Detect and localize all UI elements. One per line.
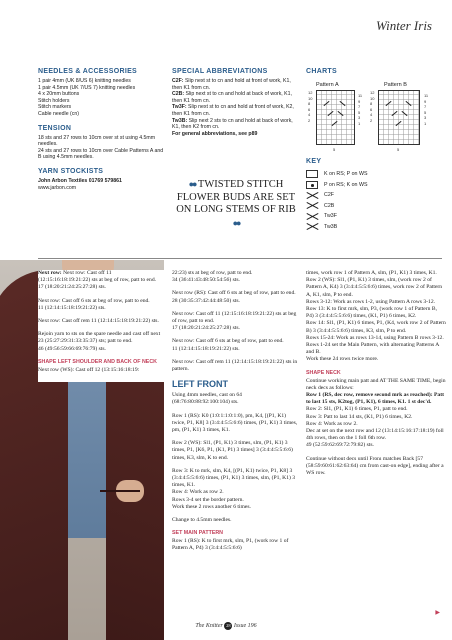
needles-section bbox=[38, 68, 166, 118]
instruction: Rejoin yarn to sts on the spare needle and cast off next 23 (25:27:29:31:33:35:37) sts; patt to end. 46 (49:56:59:66:69:76:79) sts. bbox=[38, 331, 161, 352]
abbrev-item: Tw3F: Slip next st to cn and hold at front of work, K2, then K1 from cn. bbox=[172, 104, 294, 117]
tension-line: 24 sts and 27 rows to 10cm over Cable Patterns A and B using 4.5mm needles. bbox=[38, 147, 164, 161]
instruction: Next row (RS): Cast off 6 sts at beg of row, patt to end. 28 (30:35:37:42:44:48:50) sts. bbox=[172, 290, 296, 304]
cable-stitch bbox=[385, 101, 391, 106]
issue-number: Issue 196 bbox=[233, 623, 257, 629]
pull-quote-text: TWISTED STITCH FLOWER BUDS ARE SET ON LONG STEMS OF RIB bbox=[176, 179, 296, 215]
chart-a-stitch-count: 5 bbox=[333, 147, 336, 152]
instructions-col-1 bbox=[38, 270, 164, 382]
key-heading: KEY bbox=[306, 158, 322, 165]
tension-section bbox=[38, 125, 166, 161]
main-pattern-heading: SET MAIN PATTERN bbox=[172, 530, 224, 537]
stockist-name: John Arbon Textiles 01769 579861 bbox=[38, 177, 122, 184]
abbrev-item: Tw3B: Slip next 2 sts to cn and hold at back of work, K1, then K2 from cn. bbox=[172, 117, 293, 131]
chart-pattern-a bbox=[316, 90, 355, 145]
cable-stitch bbox=[401, 111, 407, 116]
needles-line: 1 pair 4mm (UK 8/US 6) knitting needles bbox=[38, 78, 131, 84]
tension-heading: TENSION bbox=[38, 124, 72, 132]
shape-shoulder-heading: SHAPE LEFT SHOULDER AND BACK OF NECK bbox=[38, 358, 157, 365]
chart-a-row-numbers: 12 10 8 6 4 2 bbox=[308, 90, 313, 123]
instruction: Change to 4.5mm needles. bbox=[172, 517, 232, 524]
cable-stitch bbox=[337, 111, 343, 116]
instruction: Row 1 (RS): K0 (1:0:1:1:0:1:0), pm, K4, [(P1, K1) twice, P1, K8] 3 (3:4:4:5:5:6:6) times, (P1, K1) 3 times, pm, (P1, K1) 3 times, K1. bbox=[172, 412, 298, 434]
abbrev-heading: SPECIAL ABBREVIATIONS bbox=[172, 68, 268, 75]
stockist-url: www.jarbon.com bbox=[38, 184, 77, 191]
page-title: Winter Iris bbox=[376, 18, 432, 33]
instruction: Next row: Cast off rem 11 (12:14:15:18:19:21:22) sts. bbox=[38, 318, 159, 325]
key-item: Tw3B bbox=[306, 222, 367, 233]
c2b-symbol-icon bbox=[306, 202, 318, 210]
instruction: Next row: Next row: Cast off 11 (12:15:16:18:19:21:22) sts at beg of row, patt to end. 17 (18:20:21:24:25:27:28) sts. bbox=[38, 270, 157, 291]
abbreviations-column bbox=[172, 68, 298, 137]
needles-line: Stitch holders bbox=[38, 97, 70, 104]
instruction: Row 1 (RS): K to first mrk, slm, P1, (work row 1 of Pattern A, P4) 3 (3:4:4:5:5:6:6) bbox=[172, 538, 289, 552]
chart-b-row-numbers-right: 11 9 7 5 3 1 bbox=[424, 93, 429, 126]
tw3b-symbol-icon bbox=[306, 223, 318, 231]
abbrev-footer: For general abbreviations, see p89 bbox=[172, 130, 258, 137]
instruction: Next row: Cast off 6 sts at beg of row, patt to end. 11 (12:14:15:18:19:21:22) sts. bbox=[172, 338, 284, 352]
instructions-col-2 bbox=[172, 270, 298, 559]
cable-stitch bbox=[323, 101, 329, 106]
stockists-heading: YARN STOCKISTS bbox=[38, 167, 104, 175]
needles-line: 4 x 20mm buttons bbox=[38, 91, 80, 98]
instruction: Row 3: K to mrk, slm, K4, [(P1, K1) twice, P1, K8] 3 (3:4:4:5:5:6:6) times, (P1, K1) 3 times, slm, (P1, K1) 3 times, K1. Row 4: Work as row 2. Rows 3-4 set the border pattern. Work these 2 rows another 6 times. bbox=[172, 467, 296, 510]
cable-stitch bbox=[331, 121, 337, 126]
pull-quote bbox=[172, 178, 300, 230]
key-item: P on RS; K on WS bbox=[306, 180, 367, 191]
abbrev-item: C2B: Slip next st to cn and hold at back of work, K1, then K1 from cn. bbox=[172, 91, 292, 104]
section-divider bbox=[38, 258, 442, 259]
instructions-col-3 bbox=[306, 270, 446, 483]
chart-a-row-numbers-right: 11 9 7 5 3 1 bbox=[358, 93, 363, 126]
cable-stitch bbox=[405, 101, 411, 106]
shape-neck-heading: SHAPE NECK bbox=[306, 369, 341, 376]
materials-column bbox=[38, 68, 166, 198]
chart-key bbox=[306, 158, 367, 232]
instruction: Next row (WS): Cast off 12 (13:15:16:18:19: bbox=[38, 366, 140, 373]
chart-a-label: Pattern A bbox=[316, 82, 339, 88]
magazine-name: The Knitter bbox=[195, 623, 223, 629]
needles-heading: NEEDLES & ACCESSORIES bbox=[38, 68, 138, 75]
instruction: Next row: Cast off 11 (12:15:16:18:19:21:22) sts at beg of row, patt to end. 17 (18:20:21:24:25:27:28) sts. bbox=[172, 310, 297, 332]
c2f-symbol-icon bbox=[306, 191, 318, 199]
needles-line: 1 pair 4.5mm (UK 7/US 7) knitting needles bbox=[38, 84, 136, 91]
bullet-dots-icon: ●● bbox=[232, 217, 240, 228]
instruction: Continue working main patt and AT THE SAME TIME, begin neck decs as follows: Row 1 (RS, dec row, remove second mrk as reached): Patt to last 15 sts, K2tog, (P1, K1), 6 times, K1. 1 st dec'd. Row 2: Sl1, (P1, K1) 6 times, P1, patt to end. Row 3: Patt to last 14 sts, (K1, P1) 6 times, K2. Row 4: Work as row 2. Dec at set on the next row and 12 (13:14:15:16:17:18:19) foll 4th rows, then on the 1 foll 6th row. 49 (52:59:62:69:72:79:82) sts. bbox=[306, 377, 446, 449]
instruction: 22:23) sts at beg of row, patt to end. 34 (36:41:43:48:50:54:56) sts. bbox=[172, 270, 253, 284]
chart-b-stitch-count: 5 bbox=[397, 147, 400, 152]
tension-line: 18 sts and 27 rows to 10cm over st st using 4.5mm needles. bbox=[38, 134, 156, 148]
key-item: C2F bbox=[306, 190, 367, 201]
chart-pattern-b bbox=[378, 90, 420, 145]
key-item: C2B bbox=[306, 201, 367, 212]
needles-line: Cable needle (cn) bbox=[38, 110, 79, 117]
cable-stitch bbox=[339, 101, 345, 106]
left-front-heading: LEFT FRONT bbox=[172, 379, 228, 390]
key-item: K on RS; P on WS bbox=[306, 169, 367, 180]
instruction: Continue without decs until Fronı matches Back [57 (58:59:60:61:62:63:64) cm from cast-on edge], ending after a WS row. bbox=[306, 455, 444, 477]
instruction: Next row: Cast off 6 sts at beg of row, patt to end. 11 (12:14:15:18:19:21:22) sts. bbox=[38, 297, 150, 311]
page-number: 28 bbox=[226, 623, 231, 628]
bullet-dots-icon: ●● bbox=[188, 179, 196, 189]
tw3f-symbol-icon bbox=[306, 212, 318, 220]
chart-b-row-numbers: 12 10 8 6 4 2 bbox=[370, 90, 375, 123]
knit-symbol-icon bbox=[306, 170, 318, 178]
instruction: Using 4mm needles, cast on 64 (68:76:80:88:92:100:104) sts. bbox=[172, 392, 242, 406]
stockists-section bbox=[38, 168, 166, 191]
needles-line: Stitch markers bbox=[38, 104, 72, 111]
instruction: Row 2 (WS): Sl1, (P1, K1) 3 times, slm, (P1, K1) 3 times, P1, [K6, P1, (K1, P1) 3 times] 3 (3:4:4:5:5:6:6) times, K3, slm, K to end. bbox=[172, 440, 293, 461]
cable-stitch bbox=[395, 121, 401, 126]
purl-symbol-icon bbox=[306, 181, 318, 189]
cable-stitch bbox=[391, 111, 397, 116]
key-item: Tw3F bbox=[306, 211, 367, 222]
abbrev-item: C2F: Slip next st to cn and hold at front of work, K1, then K1 from cn. bbox=[172, 78, 291, 91]
continue-arrow-icon: ▶ bbox=[435, 610, 440, 616]
instruction: times, work row 1 of Pattern A, slm, (P1, K1) 3 times, K1. Row 2 (WS): Sl1, (P1, K1) 3 times, slm, (work row 2 of Pattern A, K4) 3 (3:4:4:5:5:6:6) times, work row 2 of Pattern A, K1, slm, P to end. Rows 3-12: Work as rows 1-2, using Pattern A rows 3-12. Row 13: K to first mrk, slm, P3, (work row 1 of Pattern B, P4) 3 (3:4:4:5:5:6:6) times, (K1, P1) 6 times, K2. Row 14: Sl1, (P1, K1) 6 times, P1, (K4, work row 2 of Pattern B) 3 (3:4:4:5:5:6:6) times, K3, slm, P to end. Rows 15-24: Work as rows 13-14, using Pattern B rows 3-12. Rows 1-24 set the Main Pattern, with alternating Patterns A and B. Work these 24 rows twice more. bbox=[306, 270, 446, 363]
chart-b-label: Pattern B bbox=[384, 82, 407, 88]
instruction: Next row: Cast off rem 11 (12:14:15:18:19:21:22) sts in pattern. bbox=[172, 358, 298, 373]
page-footer bbox=[0, 622, 452, 630]
cable-stitch bbox=[327, 111, 333, 116]
charts-heading: CHARTS bbox=[306, 68, 337, 75]
